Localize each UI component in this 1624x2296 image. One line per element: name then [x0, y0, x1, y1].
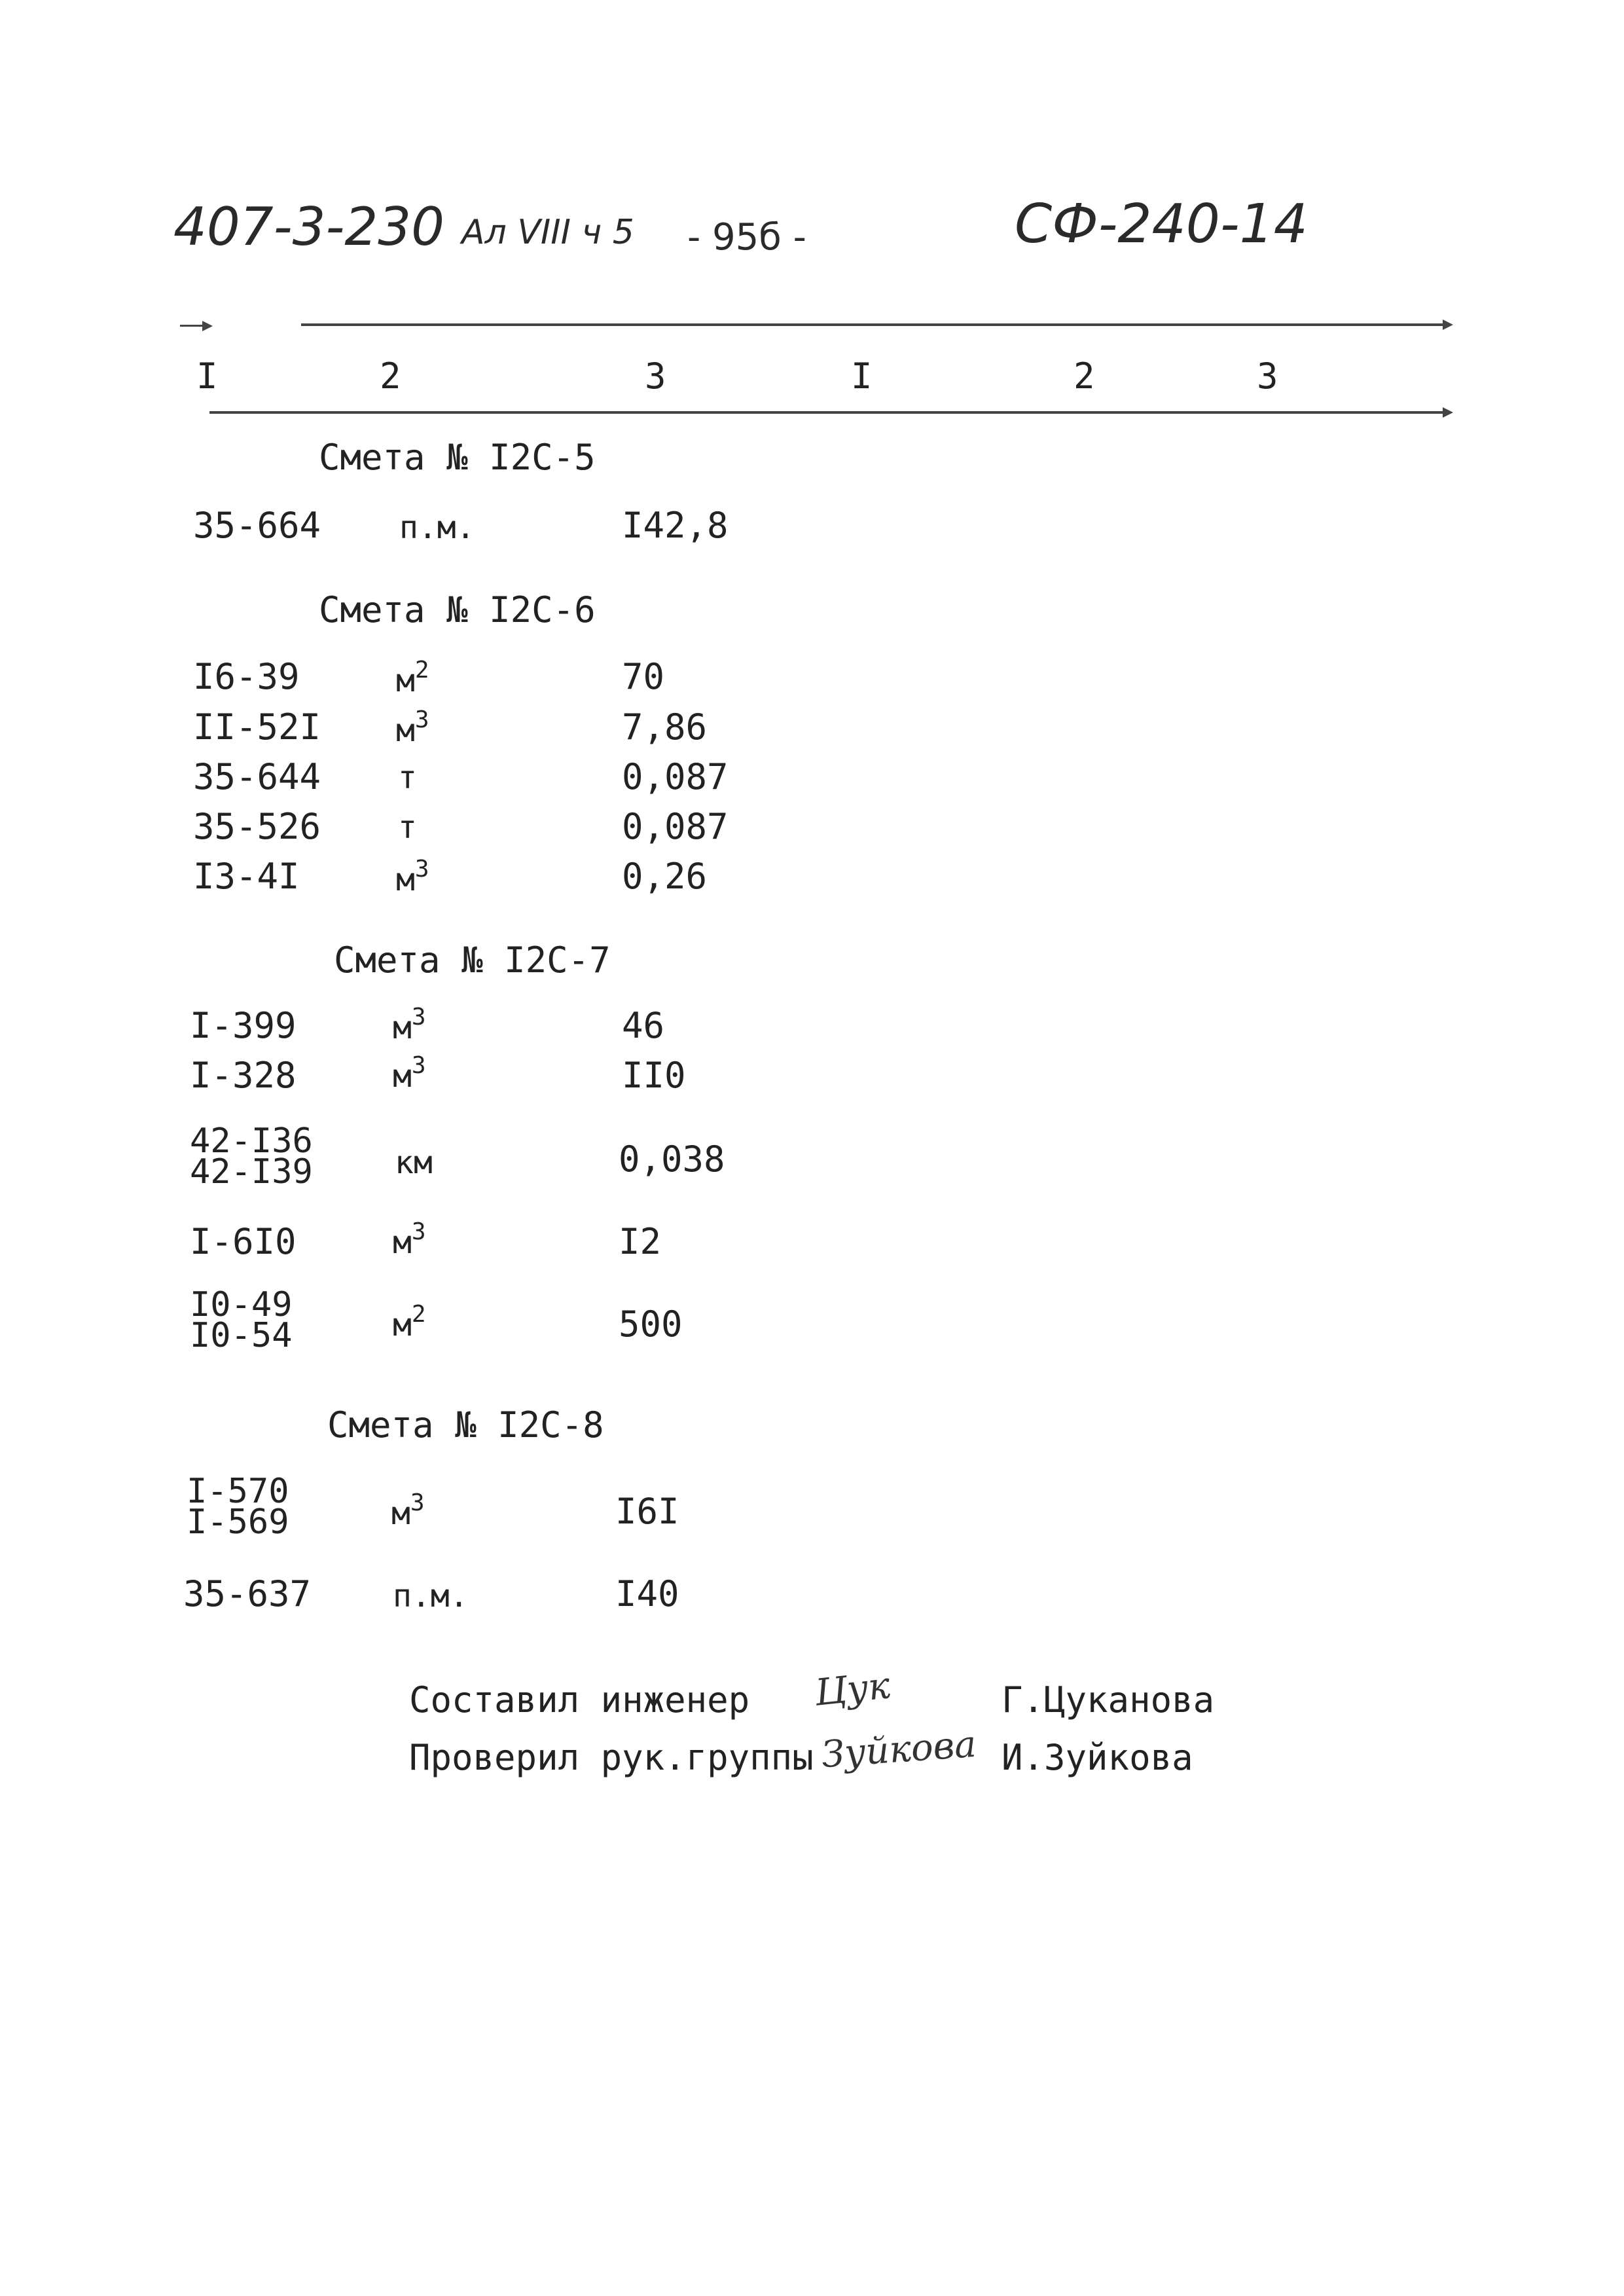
column-header-6: 3 [1257, 355, 1278, 397]
top-rule [301, 323, 1447, 326]
handwritten-signature: Зуйкова [820, 1722, 978, 1777]
row-code: I0-49 [190, 1285, 293, 1324]
row-code: 42-I39 [190, 1152, 313, 1192]
column-header-1: I [196, 355, 218, 397]
row-code: 42-I36 [190, 1121, 313, 1161]
row-quantity: 0,038 [619, 1139, 725, 1180]
column-header-2: 2 [380, 355, 401, 397]
row-quantity: 0,087 [622, 756, 729, 797]
row-code-pair [187, 1472, 289, 1542]
row-code: I0-54 [190, 1315, 293, 1355]
row-unit: т [398, 759, 417, 796]
row-unit: п.м. [399, 509, 475, 546]
row-unit: $м^3$ [393, 1218, 426, 1261]
row-code: I3-4I [193, 856, 300, 897]
row-unit: $м^2$ [396, 657, 429, 699]
row-unit: $м^3$ [393, 1052, 426, 1095]
row-code-pair [190, 1285, 293, 1355]
row-code: I-6I0 [190, 1221, 297, 1262]
row-quantity: I6I [615, 1491, 679, 1532]
column-header-4: I [851, 355, 873, 397]
row-code-pair [190, 1121, 313, 1192]
signatory-name: И.Зуйкова [1001, 1737, 1193, 1778]
signatory-role: Составил инженер [409, 1679, 750, 1721]
row-unit: $м^3$ [391, 1489, 425, 1532]
row-unit: $м^3$ [396, 706, 429, 749]
row-quantity: I40 [615, 1573, 679, 1614]
document-number: 407-3-230 [173, 196, 445, 257]
column-header-3: 3 [645, 355, 666, 397]
row-quantity: 500 [619, 1303, 683, 1345]
row-code: 35-526 [193, 806, 321, 847]
handwritten-signature: Цук [812, 1664, 892, 1715]
row-quantity: 70 [622, 656, 665, 697]
row-quantity: 7,86 [622, 706, 708, 748]
row-quantity: 0,087 [622, 806, 729, 847]
row-unit: $м^3$ [393, 1004, 426, 1046]
row-unit: $м^3$ [396, 856, 429, 898]
section-title: Смета № I2C-5 [319, 437, 596, 478]
section-title: Смета № I2C-6 [319, 589, 596, 630]
row-code: I-399 [190, 1005, 297, 1046]
row-code: I-570 [187, 1472, 289, 1511]
row-quantity: I2 [619, 1221, 662, 1262]
row-unit: п.м. [393, 1578, 469, 1614]
page-number: - 95б - [687, 216, 806, 259]
row-code: I-569 [187, 1502, 289, 1542]
header-bottom-rule [209, 411, 1447, 414]
signatory-role: Проверил рук.группы [409, 1737, 814, 1778]
row-code: 35-644 [193, 756, 321, 797]
row-unit: т [398, 809, 417, 846]
row-code: II-52I [193, 706, 321, 748]
row-code: I-328 [190, 1055, 297, 1096]
album-part: Ал VIII ч 5 [461, 213, 634, 252]
row-unit: км [395, 1144, 433, 1181]
sheet-code: СФ-240-14 [1015, 193, 1308, 255]
row-code: 35-664 [193, 505, 321, 546]
row-quantity: I42,8 [622, 505, 729, 546]
section-title: Смета № I2C-7 [334, 939, 611, 981]
row-unit: $м^2$ [393, 1301, 426, 1343]
row-code: 35-637 [183, 1573, 312, 1614]
column-header-5: 2 [1074, 355, 1095, 397]
row-code: I6-39 [193, 656, 300, 697]
row-quantity: 46 [622, 1005, 665, 1046]
row-quantity: 0,26 [622, 856, 708, 897]
top-rule-short [180, 325, 206, 327]
section-title: Смета № I2C-8 [327, 1404, 604, 1446]
signatory-name: Г.Цуканова [1001, 1679, 1215, 1721]
row-quantity: II0 [622, 1055, 686, 1096]
